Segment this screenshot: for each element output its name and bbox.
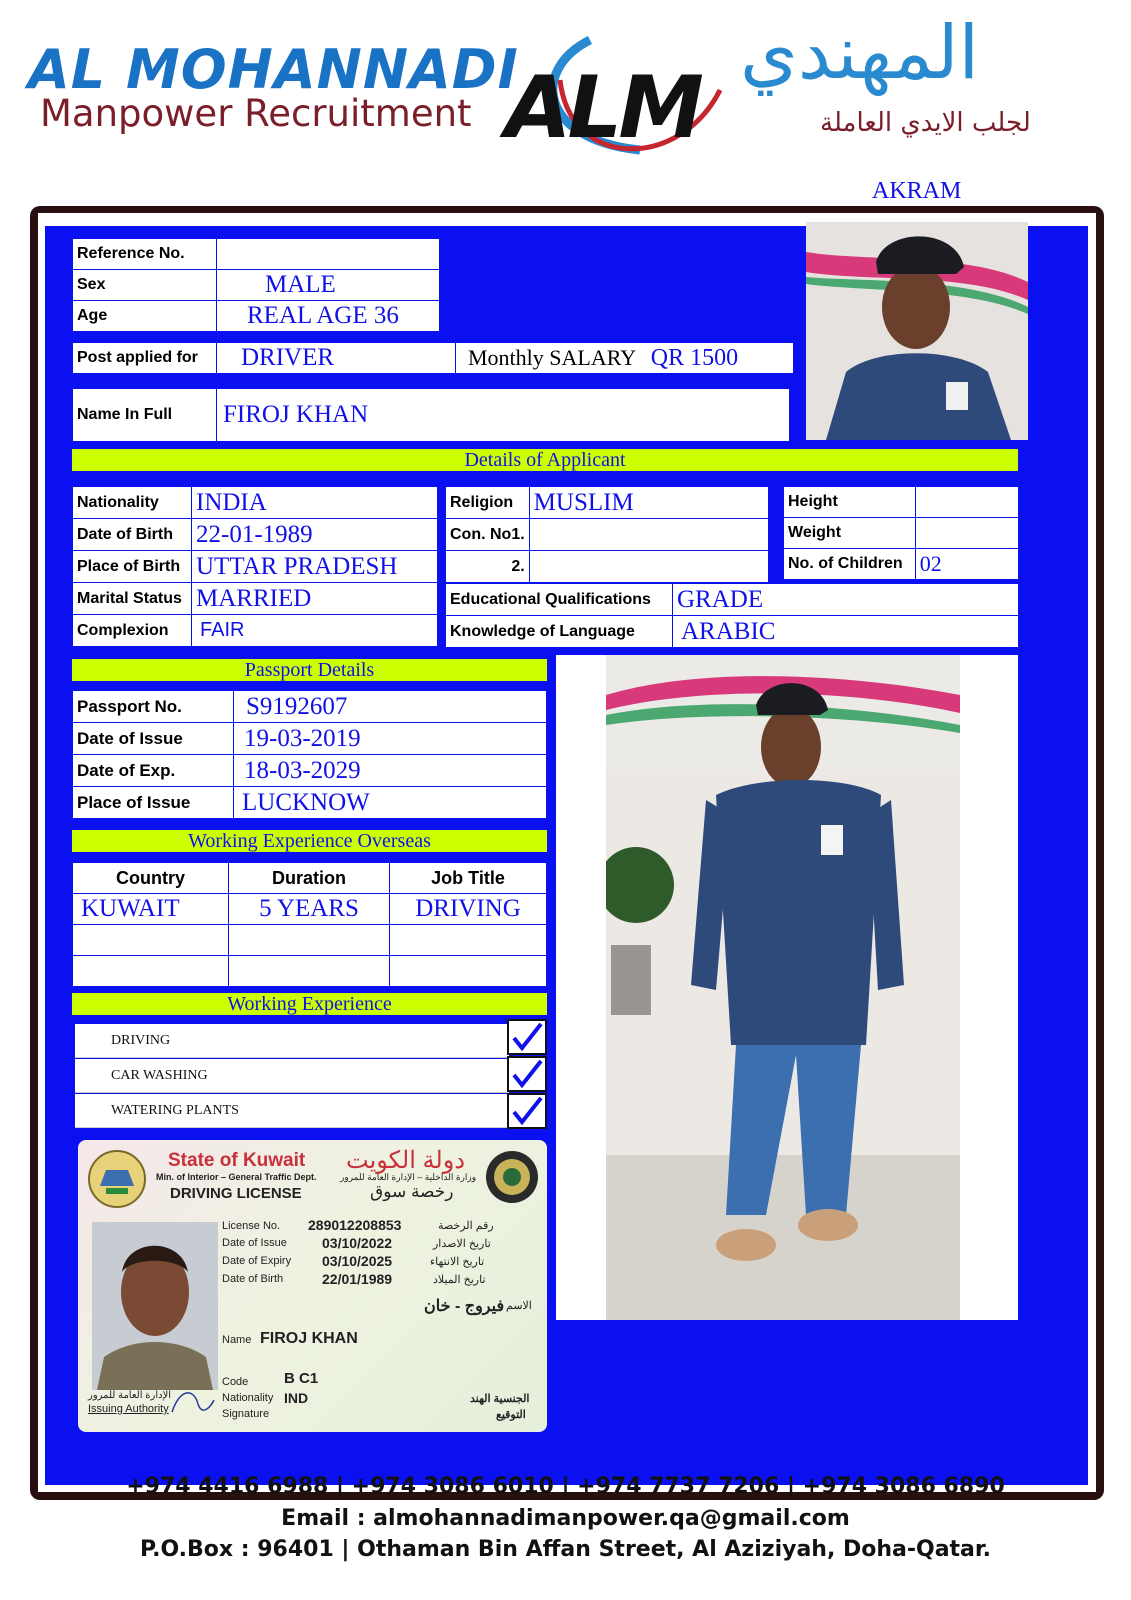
license-name-ar-label: الاسم — [506, 1300, 532, 1312]
license-photo — [92, 1222, 218, 1390]
footer-phones: +974 4416 6988 | +974 3086 6010 | +974 7737 7206 | +974 3086 6890 — [126, 1474, 1005, 1499]
kuwait-emblem-icon — [86, 1148, 148, 1210]
footer-address: P.O.Box : 96401 | Othaman Bin Affan Street, Al Aziziyah, Doha-Qatar. — [140, 1537, 991, 1562]
reference-label: Reference No. — [73, 239, 217, 270]
checkmark-icon — [509, 1095, 545, 1127]
license-ministry-ar: وزارة الداخلية – الإدارة العامة للمرور — [340, 1172, 477, 1182]
education-table — [445, 583, 1019, 648]
brand-name-arabic: المهندي — [740, 10, 980, 96]
overseas-country: KUWAIT — [73, 894, 229, 925]
contact1-label: Con. No1. — [446, 519, 530, 551]
brand-tagline: Manpower Recruitment — [40, 92, 472, 135]
applicant-full-photo — [606, 655, 960, 1320]
name-table — [72, 388, 790, 442]
table-row — [73, 956, 547, 987]
license-birth-label-ar: تاريخ الميلاد — [433, 1274, 486, 1286]
signature-scribble-icon — [168, 1386, 218, 1420]
checkmark-icon — [509, 1021, 545, 1053]
basic-info-table — [72, 238, 440, 332]
height-value — [915, 487, 1018, 518]
license-no-label-ar: رقم الرخصة — [438, 1220, 494, 1232]
applicant-portrait — [806, 222, 1028, 440]
license-issue-value: 03/10/2022 — [322, 1235, 393, 1251]
experience-title: Working Experience — [72, 993, 547, 1015]
overseas-title: Working Experience Overseas — [72, 830, 547, 852]
experience-item-car-washing: CAR WASHING — [75, 1059, 509, 1093]
overseas-job: DRIVING — [390, 894, 547, 925]
language-value: ARABIC — [673, 616, 1019, 648]
license-expiry-label-ar: تاريخ الانتهاء — [430, 1256, 485, 1268]
post-table — [72, 342, 794, 374]
license-issue-label-ar: تاريخ الاصدار — [433, 1238, 491, 1250]
contact1-value — [529, 519, 768, 551]
weight-label: Weight — [784, 518, 916, 549]
passport-place-label: Place of Issue — [73, 787, 234, 819]
pob-label: Place of Birth — [73, 551, 192, 583]
license-name-ar: فيروج - خان — [424, 1298, 505, 1315]
religion-value: MUSLIM — [529, 487, 768, 519]
license-birth-label: Date of Birth — [222, 1273, 284, 1285]
license-no-label: License No. — [222, 1220, 281, 1232]
logo-mark: ALM — [505, 58, 700, 158]
passport-place-value: LUCKNOW — [234, 787, 547, 819]
license-portrait-icon — [92, 1222, 218, 1390]
license-nationality-label: Nationality — [222, 1392, 274, 1404]
checkmark-icon — [509, 1058, 545, 1090]
religion-label: Religion — [446, 487, 530, 519]
license-type-ar: رخصة سوق — [370, 1182, 454, 1201]
license-type-en: DRIVING LICENSE — [170, 1185, 302, 1202]
experience-item-watering-plants: WATERING PLANTS — [75, 1094, 509, 1128]
height-label: Height — [784, 487, 916, 518]
post-label: Post applied for — [73, 343, 217, 374]
gcc-emblem-icon — [483, 1148, 541, 1206]
license-signature-ar: التوقيع — [496, 1409, 526, 1421]
passport-exp-label: Date of Exp. — [73, 755, 234, 787]
age-label: Age — [73, 301, 217, 332]
overseas-duration: 5 YEARS — [229, 894, 390, 925]
license-nationality-ar: الجنسية الهند — [470, 1393, 530, 1405]
experience-checkbox-driving[interactable] — [507, 1019, 547, 1055]
salary-value: QR 1500 — [650, 344, 739, 371]
nationality-value: INDIA — [192, 487, 438, 519]
sex-label: Sex — [73, 270, 217, 301]
details-mid-table — [445, 486, 769, 583]
passport-no-value: S9192607 — [234, 691, 547, 723]
license-expiry-label: Date of Expiry — [222, 1255, 292, 1267]
language-label: Knowledge of Language — [446, 616, 673, 648]
children-label: No. of Children — [784, 549, 916, 580]
license-nationality-value: IND — [284, 1390, 309, 1406]
overseas-header-country: Country — [73, 863, 229, 894]
contact2-label: 2. — [446, 551, 530, 583]
license-state-en: State of Kuwait — [168, 1150, 306, 1171]
marital-value: MARRIED — [192, 583, 438, 615]
license-name-value: FIROJ KHAN — [260, 1330, 358, 1347]
complexion-label: Complexion — [73, 615, 192, 647]
license-ministry-en: Min. of Interior – General Traffic Dept. — [156, 1172, 317, 1182]
overseas-header-duration: Duration — [229, 863, 390, 894]
complexion-value: FAIR — [192, 615, 438, 647]
passport-issue-label: Date of Issue — [73, 723, 234, 755]
experience-item-driving: DRIVING — [75, 1024, 509, 1058]
license-signature-label: Signature — [222, 1408, 270, 1420]
experience-checkbox-car-washing[interactable] — [507, 1056, 547, 1092]
passport-table — [72, 690, 547, 819]
license-expiry-value: 03/10/2025 — [322, 1253, 393, 1269]
salary-label: Monthly SALARY — [468, 344, 636, 370]
driving-license-card — [78, 1140, 547, 1432]
license-code-label: Code — [222, 1376, 249, 1388]
weight-value — [915, 518, 1018, 549]
education-label: Educational Qualifications — [446, 584, 673, 616]
education-value: GRADE — [673, 584, 1019, 616]
brand-name: AL MOHANNADI — [28, 38, 519, 101]
license-no-value: 289012208853 — [308, 1217, 402, 1233]
table-row — [73, 894, 547, 925]
portrait-photo-icon — [806, 222, 1028, 440]
footer-email[interactable]: Email : almohannadimanpower.qa@gmail.com — [281, 1506, 850, 1531]
passport-exp-value: 18-03-2029 — [234, 755, 547, 787]
overseas-table — [72, 862, 547, 987]
license-authority-ar: الإدارة العامة للمرور — [88, 1390, 172, 1401]
passport-title: Passport Details — [72, 659, 547, 681]
license-birth-value: 22/01/1989 — [322, 1271, 393, 1287]
experience-checkbox-watering-plants[interactable] — [507, 1093, 547, 1129]
sex-value: MALE — [217, 270, 440, 301]
name-label: Name In Full — [73, 389, 217, 442]
name-value: FIROJ KHAN — [217, 389, 790, 442]
brand-tagline-arabic: لجلب الايدي العاملة — [820, 108, 1031, 138]
license-authority-en: Issuing Authority — [88, 1403, 169, 1415]
pob-value: UTTAR PRADESH — [192, 551, 438, 583]
nationality-label: Nationality — [73, 487, 192, 519]
full-body-photo-icon — [606, 655, 960, 1320]
details-left-table — [72, 486, 438, 647]
passport-issue-value: 19-03-2019 — [234, 723, 547, 755]
dob-label: Date of Birth — [73, 519, 192, 551]
agent-name: AKRAM — [872, 178, 962, 204]
details-title: Details of Applicant — [72, 449, 1018, 471]
post-value: DRIVER — [217, 343, 456, 374]
marital-label: Marital Status — [73, 583, 192, 615]
reference-value — [217, 239, 440, 270]
license-code-value: B C1 — [284, 1370, 319, 1387]
license-state-ar: دولة الكويت — [346, 1147, 466, 1174]
passport-no-label: Passport No. — [73, 691, 234, 723]
details-right-table — [783, 486, 1019, 580]
license-issue-label: Date of Issue — [222, 1237, 287, 1249]
age-value: REAL AGE 36 — [217, 301, 440, 332]
children-value: 02 — [915, 549, 1018, 580]
dob-value: 22-01-1989 — [192, 519, 438, 551]
overseas-header-job: Job Title — [390, 863, 547, 894]
license-name-label: Name — [222, 1334, 252, 1346]
table-row — [73, 925, 547, 956]
contact2-value — [529, 551, 768, 583]
